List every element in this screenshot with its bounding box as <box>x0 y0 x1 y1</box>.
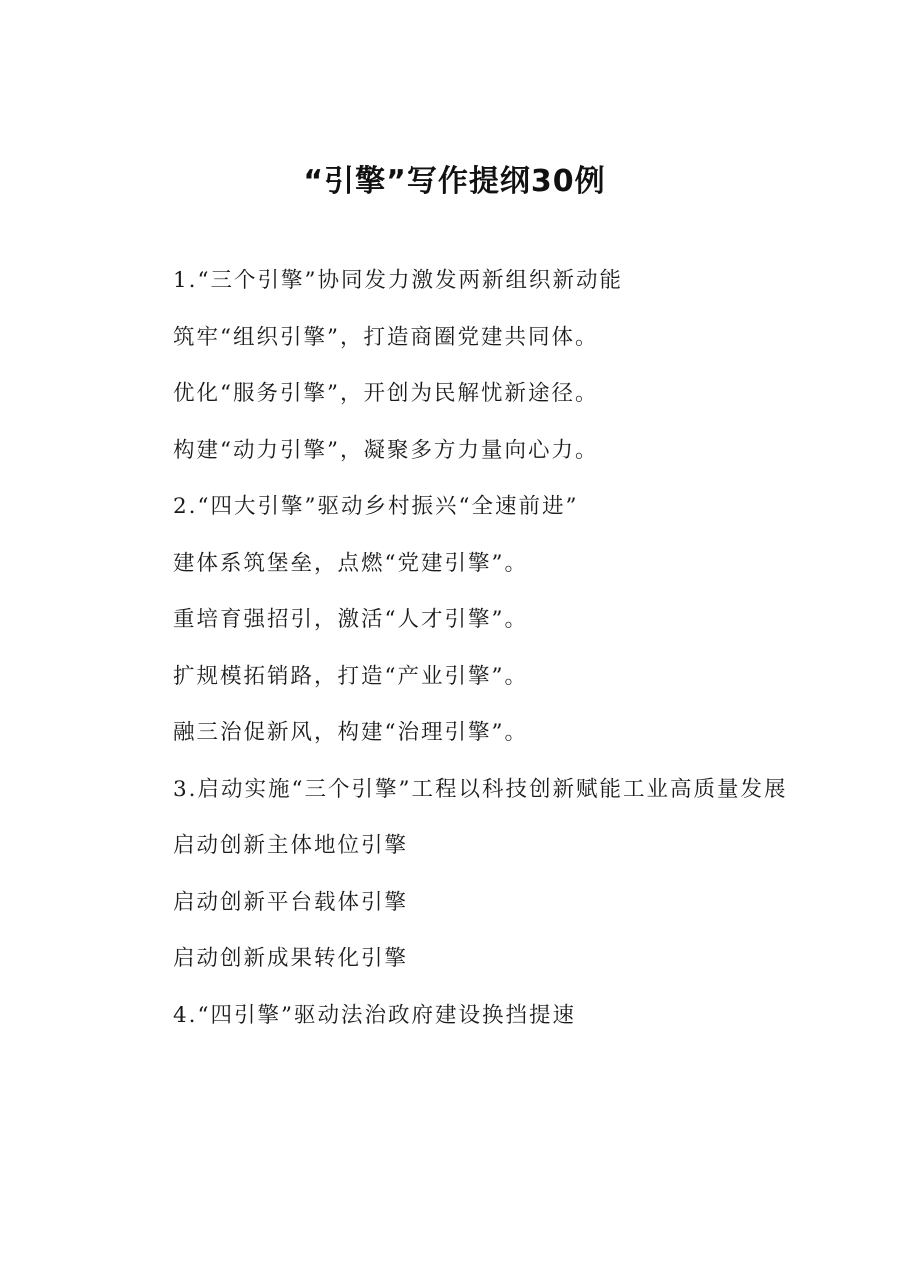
heading-1: 1.“三个引擎”协同发力激发两新组织新动能 <box>173 268 623 293</box>
paragraph: 重培育强招引，激活“人才引擎”。 <box>173 607 528 632</box>
paragraph: 启动创新成果转化引擎 <box>173 946 409 971</box>
heading-4: 4.“四引擎”驱动法治政府建设换挡提速 <box>173 1002 576 1028</box>
paragraph: 融三治促新风，构建“治理引擎”。 <box>173 720 528 745</box>
paragraph: 构建“动力引擎”，凝聚多方力量向心力。 <box>173 437 599 463</box>
heading-3: 3.启动实施“三个引擎”工程以科技创新赋能工业高质量发展 <box>173 776 788 802</box>
paragraph: 启动创新主体地位引擎 <box>173 833 409 858</box>
paragraph: 启动创新平台载体引擎 <box>173 889 409 915</box>
document-title: “引擎”写作提纲30例 <box>303 164 606 199</box>
heading-2: 2.“四大引擎”驱动乡村振兴“全速前进” <box>173 494 579 519</box>
paragraph: 建体系筑堡垒，点燃“党建引擎”。 <box>173 550 528 576</box>
paragraph: 优化“服务引擎”，开创为民解忧新途径。 <box>173 381 599 406</box>
paragraph: 筑牢“组织引擎”，打造商圈党建共同体。 <box>173 324 599 350</box>
document-body <box>124 253 814 1044</box>
paragraph: 扩规模拓销路，打造“产业引擎”。 <box>173 663 528 689</box>
